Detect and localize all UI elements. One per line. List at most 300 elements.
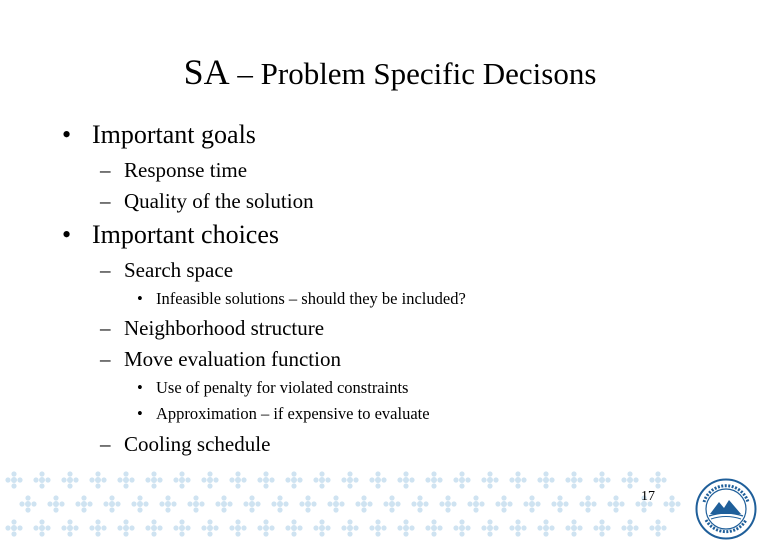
pattern-dot [361, 507, 366, 512]
pattern-dot [369, 477, 374, 482]
pattern-dot [375, 531, 380, 536]
pattern-dot [409, 525, 414, 530]
pattern-dot [585, 501, 591, 507]
pattern-dot [649, 525, 654, 530]
pattern-dot [453, 525, 458, 530]
pattern-dot [123, 477, 129, 483]
pattern-dot [151, 525, 157, 531]
pattern-dot [17, 477, 22, 482]
pattern-dot [459, 525, 465, 531]
pattern-dot [269, 525, 274, 530]
pattern-dot [375, 519, 380, 524]
pattern-dot [411, 501, 416, 506]
slide-title [0, 50, 780, 96]
pattern-dot [277, 507, 282, 512]
pattern-dot [563, 501, 568, 506]
pattern-dot [663, 501, 668, 506]
pattern-dot [417, 501, 423, 507]
title-rest: – Problem Specific Decisons [229, 56, 597, 91]
sub-item-text: Response time [124, 158, 248, 182]
pattern-dot [549, 477, 554, 482]
sub-item-text: Neighborhood structure [124, 316, 325, 340]
pattern-dot [313, 477, 318, 482]
sub-item-text: Move evaluation function [124, 347, 341, 371]
pattern-dot [621, 477, 626, 482]
pattern-dot [291, 471, 296, 476]
pattern-dot [333, 501, 339, 507]
pattern-dot [179, 471, 184, 476]
pattern-dot [655, 525, 661, 531]
pattern-dot [593, 525, 598, 530]
pattern-dot [403, 525, 409, 531]
sub-item [100, 189, 314, 214]
pattern-dot [319, 519, 324, 524]
pattern-dot [353, 477, 358, 482]
pattern-dot [207, 483, 212, 488]
pattern-dot [109, 507, 114, 512]
pattern-dot [173, 477, 178, 482]
pattern-dot [347, 531, 352, 536]
sub-item-text: Quality of the solution [124, 189, 314, 213]
pattern-dot [487, 531, 492, 536]
pattern-dot [571, 483, 576, 488]
sub-sub-item-text: Use of penalty for violated constraints [156, 378, 409, 397]
pattern-dot [445, 495, 450, 500]
pattern-dot [179, 519, 184, 524]
pattern-dot [207, 519, 212, 524]
pattern-dot [25, 495, 30, 500]
pattern-dot [207, 471, 212, 476]
pattern-dot [445, 501, 451, 507]
pattern-dot [213, 477, 218, 482]
pattern-dot [45, 525, 50, 530]
pattern-dot [621, 525, 626, 530]
pattern-dot [501, 501, 507, 507]
pattern-dot [537, 477, 542, 482]
pattern-dot [229, 525, 234, 530]
pattern-dot [599, 519, 604, 524]
pattern-dot [381, 525, 386, 530]
pattern-dot [199, 501, 204, 506]
pattern-dot [11, 531, 16, 536]
pattern-dot [551, 501, 556, 506]
pattern-dot [675, 501, 680, 506]
page-number: 17 [641, 489, 655, 504]
pattern-dot [395, 501, 400, 506]
pattern-dot [515, 525, 521, 531]
pattern-dot [297, 477, 302, 482]
pattern-dot [409, 477, 414, 482]
pattern-dot [669, 501, 675, 507]
pattern-dot [109, 495, 114, 500]
pattern-dot [305, 495, 310, 500]
pattern-dot [201, 525, 206, 530]
pattern-dot [241, 525, 246, 530]
pattern-dot [501, 495, 506, 500]
pattern-dot [479, 501, 484, 506]
pattern-dot [607, 501, 612, 506]
pattern-dot [627, 525, 633, 531]
pattern-dot [585, 507, 590, 512]
pattern-dot [221, 495, 226, 500]
pattern-dot [285, 525, 290, 530]
pattern-dot [67, 477, 73, 483]
pattern-dot [241, 477, 246, 482]
pattern-dot [423, 501, 428, 506]
pattern-dot [33, 525, 38, 530]
pattern-dot [291, 519, 296, 524]
pattern-dot [103, 501, 108, 506]
pattern-dot [535, 501, 540, 506]
bullet-dot: • [137, 404, 143, 423]
pattern-dot [81, 507, 86, 512]
pattern-dot [549, 525, 554, 530]
pattern-dot [375, 525, 381, 531]
pattern-dot [75, 501, 80, 506]
pattern-dot [137, 495, 142, 500]
pattern-dot [655, 477, 661, 483]
pattern-dot [431, 471, 436, 476]
pattern-dot [627, 471, 632, 476]
pattern-dot [473, 501, 479, 507]
pattern-dot [515, 477, 521, 483]
pattern-dot [459, 531, 464, 536]
pattern-dot [347, 483, 352, 488]
sub-item-text: Cooling schedule [124, 432, 271, 456]
pattern-dot [143, 501, 148, 506]
pattern-dot [193, 495, 198, 500]
pattern-dot [347, 477, 353, 483]
pattern-dot [319, 483, 324, 488]
pattern-dot [537, 525, 542, 530]
pattern-dot [543, 477, 549, 483]
pattern-dot [73, 525, 78, 530]
pattern-dot [227, 501, 232, 506]
pattern-dot [95, 525, 101, 531]
pattern-dot [67, 471, 72, 476]
pattern-dot [11, 525, 17, 531]
pattern-dot [495, 501, 500, 506]
pattern-dot [305, 507, 310, 512]
pattern-dot [95, 519, 100, 524]
pattern-dot [389, 507, 394, 512]
pattern-dot [375, 483, 380, 488]
pattern-dot [87, 501, 92, 506]
pattern-dot [599, 471, 604, 476]
pattern-dot [613, 507, 618, 512]
pattern-dot [353, 525, 358, 530]
dash-marker: – [100, 158, 111, 182]
pattern-dot [179, 531, 184, 536]
pattern-dot [361, 501, 367, 507]
pattern-dot [493, 477, 498, 482]
pattern-dot [529, 507, 534, 512]
sub-sub-item-text: Infeasible solutions – should they be included? [156, 289, 466, 308]
pattern-dot [67, 519, 72, 524]
pattern-dot [151, 531, 156, 536]
pattern-dot [397, 525, 402, 530]
pattern-dot [151, 483, 156, 488]
pattern-dot [613, 501, 619, 507]
pattern-dot [341, 477, 346, 482]
sub-sub-item [137, 289, 466, 309]
sub-sub-item-text: Approximation – if expensive to evaluate [156, 404, 430, 423]
bullet-text: Important goals [92, 120, 256, 149]
pattern-dot [627, 531, 632, 536]
pattern-dot [25, 507, 30, 512]
pattern-dot [523, 501, 528, 506]
pattern-dot [375, 477, 381, 483]
pattern-dot [319, 471, 324, 476]
pattern-dot [661, 525, 666, 530]
pattern-dot [207, 525, 213, 531]
pattern-dot [157, 477, 162, 482]
pattern-dot [459, 477, 465, 483]
pattern-dot [33, 477, 38, 482]
pattern-dot [291, 525, 297, 531]
pattern-dot [501, 507, 506, 512]
pattern-dot [655, 471, 660, 476]
pattern-dot [193, 507, 198, 512]
pattern-dot [285, 477, 290, 482]
pattern-dot [521, 477, 526, 482]
pattern-dot [557, 501, 563, 507]
pattern-dot [243, 501, 248, 506]
pattern-dot [605, 525, 610, 530]
pattern-dot [263, 519, 268, 524]
pattern-dot [655, 519, 660, 524]
pattern-dot [571, 471, 576, 476]
pattern-dot [577, 477, 582, 482]
pattern-dot [53, 507, 58, 512]
pattern-dot [165, 495, 170, 500]
pattern-dot [333, 495, 338, 500]
dash-marker: – [100, 432, 111, 456]
pattern-dot [473, 495, 478, 500]
pattern-dot [95, 531, 100, 536]
pattern-dot [661, 477, 666, 482]
pattern-dot [115, 501, 120, 506]
pattern-dot [249, 507, 254, 512]
pattern-dot [31, 501, 36, 506]
pattern-dot [403, 483, 408, 488]
pattern-dot [509, 525, 514, 530]
pattern-dot [473, 507, 478, 512]
sub-item-text: Search space [124, 258, 234, 282]
pattern-dot [5, 477, 10, 482]
pattern-dot [283, 501, 288, 506]
pattern-dot [201, 477, 206, 482]
pattern-dot [117, 477, 122, 482]
pattern-dot [81, 495, 86, 500]
pattern-dot [619, 501, 624, 506]
pattern-dot [319, 477, 325, 483]
pattern-dot [599, 525, 605, 531]
dash-marker: – [100, 347, 111, 371]
pattern-dot [145, 525, 150, 530]
pattern-dot [521, 525, 526, 530]
pattern-dot [481, 525, 486, 530]
sub-item [100, 432, 270, 457]
pattern-dot [571, 531, 576, 536]
pattern-dot [271, 501, 276, 506]
pattern-dot [585, 495, 590, 500]
pattern-dot [641, 507, 646, 512]
pattern-dot [369, 525, 374, 530]
pattern-dot [257, 477, 262, 482]
pattern-dot [425, 525, 430, 530]
pattern-dot [367, 501, 372, 506]
pattern-dot [255, 501, 260, 506]
pattern-dot [305, 501, 311, 507]
pattern-dot [207, 477, 213, 483]
pattern-dot [235, 531, 240, 536]
pattern-dot [439, 501, 444, 506]
pattern-dot [313, 525, 318, 530]
pattern-dot [11, 519, 16, 524]
pattern-dot [179, 525, 185, 531]
pattern-dot [437, 525, 442, 530]
pattern-dot [425, 477, 430, 482]
dotted-cross-pattern-icon [0, 470, 690, 540]
pattern-dot [101, 525, 106, 530]
pattern-dot [11, 471, 16, 476]
pattern-dot [599, 531, 604, 536]
pattern-dot [67, 525, 73, 531]
pattern-dot [137, 501, 143, 507]
pattern-dot [215, 501, 220, 506]
pattern-dot [187, 501, 192, 506]
sub-item [100, 316, 324, 341]
pattern-dot [591, 501, 596, 506]
pattern-dot [613, 495, 618, 500]
pattern-dot [403, 519, 408, 524]
pattern-dot [59, 501, 64, 506]
pattern-dot [487, 471, 492, 476]
pattern-dot [431, 525, 437, 531]
pattern-dot [451, 501, 456, 506]
pattern-dot [67, 483, 72, 488]
pattern-dot [655, 531, 660, 536]
pattern-dot [557, 495, 562, 500]
pattern-dot [669, 507, 674, 512]
pattern-dot [437, 477, 442, 482]
pattern-dot [481, 477, 486, 482]
pattern-dot [235, 519, 240, 524]
pattern-dot [11, 477, 17, 483]
pattern-dot [235, 525, 241, 531]
pattern-dot [327, 501, 332, 506]
pattern-dot [325, 477, 330, 482]
pattern-dot [579, 501, 584, 506]
pattern-dot [89, 477, 94, 482]
pattern-dot [263, 477, 269, 483]
pattern-dot [571, 477, 577, 483]
pattern-dot [389, 495, 394, 500]
bullet-dot: • [62, 220, 72, 249]
pattern-dot [263, 483, 268, 488]
pattern-dot [25, 501, 31, 507]
pattern-dot [311, 501, 316, 506]
pattern-dot [571, 525, 577, 531]
pattern-dot [649, 477, 654, 482]
pattern-dot [109, 501, 115, 507]
pattern-dot [565, 525, 570, 530]
pattern-dot [129, 477, 134, 482]
bullet-dot: • [62, 120, 72, 149]
pattern-dot [291, 477, 297, 483]
pattern-dot [389, 501, 395, 507]
dash-marker: – [100, 189, 111, 213]
pattern-dot [325, 525, 330, 530]
pattern-dot [627, 477, 633, 483]
pattern-dot [669, 495, 674, 500]
pattern-dot [467, 501, 472, 506]
pattern-dot [627, 483, 632, 488]
pattern-dot [151, 477, 157, 483]
pattern-dot [297, 525, 302, 530]
pattern-dot [493, 525, 498, 530]
pattern-dot [627, 519, 632, 524]
sub-item [100, 158, 247, 183]
pattern-dot [487, 477, 493, 483]
pattern-dot [61, 477, 66, 482]
pattern-dot [45, 477, 50, 482]
pattern-dot [403, 477, 409, 483]
pattern-dot [509, 477, 514, 482]
pattern-dot [5, 525, 10, 530]
pattern-dot [53, 495, 58, 500]
pattern-dot [123, 519, 128, 524]
bullet-dot: • [137, 378, 143, 397]
pattern-dot [543, 519, 548, 524]
college-seal-logo-icon [695, 478, 757, 540]
pattern-dot [145, 477, 150, 482]
pattern-dot [123, 525, 129, 531]
pattern-dot [543, 471, 548, 476]
pattern-dot [263, 531, 268, 536]
pattern-dot [487, 525, 493, 531]
pattern-dot [117, 525, 122, 530]
pattern-dot [221, 501, 227, 507]
pattern-dot [431, 477, 437, 483]
pattern-dot [47, 501, 52, 506]
pattern-dot [633, 477, 638, 482]
pattern-dot [599, 477, 605, 483]
pattern-dot [95, 477, 101, 483]
pattern-dot [193, 501, 199, 507]
pattern-dot [263, 525, 269, 531]
pattern-dot [123, 471, 128, 476]
pattern-dot [263, 471, 268, 476]
sub-sub-item [137, 378, 408, 398]
pattern-dot [515, 531, 520, 536]
pattern-dot [67, 531, 72, 536]
pattern-dot [235, 471, 240, 476]
bullet-dot: • [137, 289, 143, 308]
bullet-item [62, 120, 256, 150]
pattern-dot [277, 501, 283, 507]
pattern-dot [39, 471, 44, 476]
pattern-dot [39, 477, 45, 483]
pattern-dot [19, 501, 24, 506]
pattern-dot [249, 495, 254, 500]
sub-sub-item [137, 404, 430, 424]
pattern-dot [131, 501, 136, 506]
pattern-dot [347, 471, 352, 476]
pattern-dot [557, 507, 562, 512]
pattern-dot [249, 501, 255, 507]
